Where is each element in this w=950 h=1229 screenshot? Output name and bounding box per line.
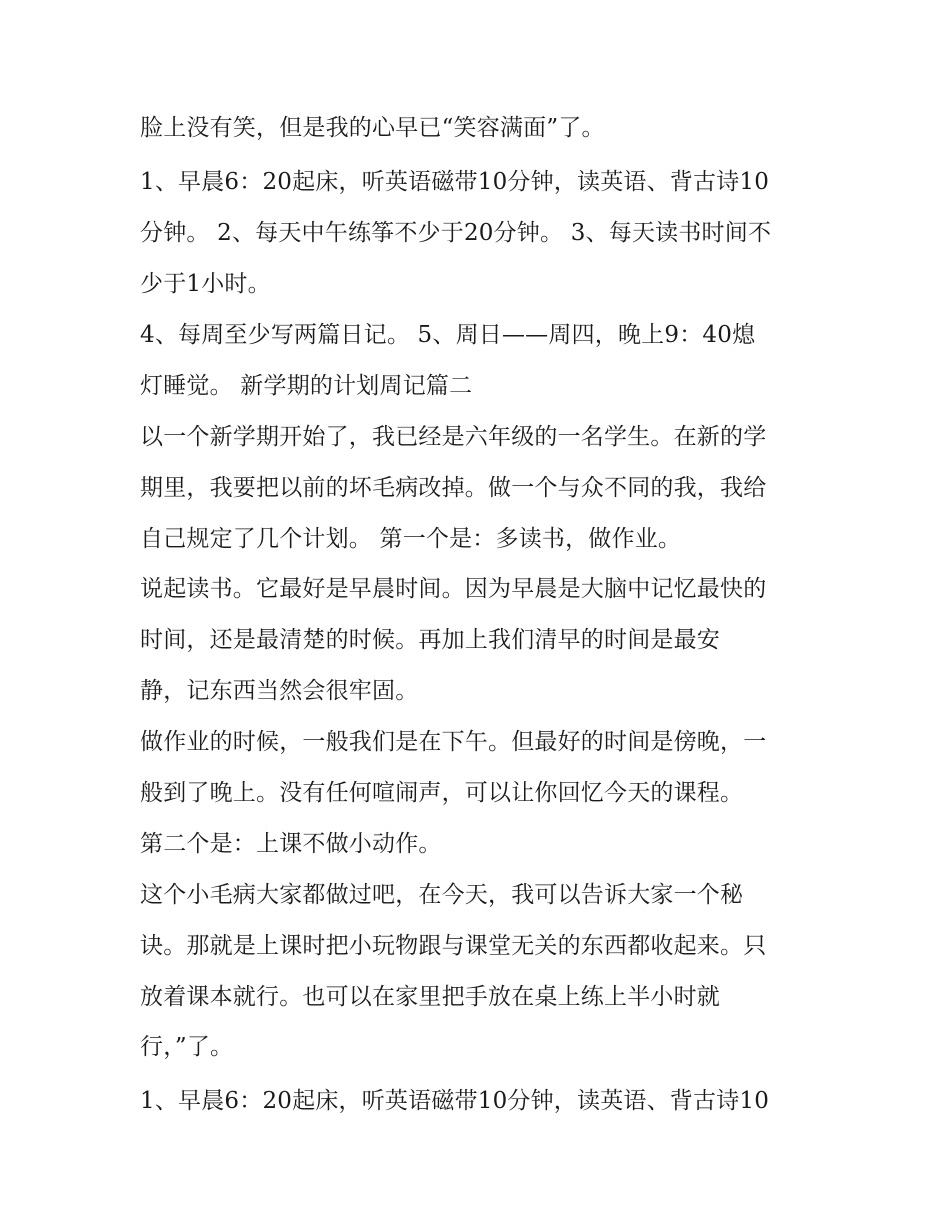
text-line: 脸上没有笑，但是我的心早已“笑容满面”了。 — [140, 115, 605, 141]
text-line: 期里，我要把以前的坏毛病改掉。做一个与众不同的我，我给 — [140, 475, 767, 501]
text-line: 以一个新学期开始了，我已经是六年级的一名学生。在新的学 — [140, 424, 767, 450]
text-line: 自己规定了几个计划。 第一个是：多读书，做作业。 — [140, 526, 682, 552]
text-line: 放着课本就行。也可以在家里把手放在桌上练上半小时就 — [140, 984, 720, 1010]
text-line: 说起读书。它最好是早晨时间。因为早晨是大脑中记忆最快的 — [140, 576, 767, 602]
text-line: 般到了晚上。没有任何喧闹声，可以让你回忆今天的课程。 — [140, 780, 744, 806]
text-line: 分钟。 2、每天中午练筝不少于20分钟。 3、每天读书时间不 — [140, 220, 772, 246]
text-line: 静，记东西当然会很牢固。 — [140, 678, 419, 704]
text-line: 诀。那就是上课时把小玩物跟与课堂无关的东西都收起来。只 — [140, 933, 767, 959]
text-line: 灯睡觉。 新学期的计划周记篇二 — [140, 373, 473, 399]
text-line: 第二个是：上课不做小动作。 — [140, 831, 442, 857]
text-line: 这个小毛病大家都做过吧，在今天，我可以告诉大家一个秘 — [140, 882, 744, 908]
text-line: 时间，还是最清楚的时候。再加上我们清早的时间是最安 — [140, 627, 720, 653]
text-line: 少于1小时。 — [140, 271, 271, 297]
text-line: 做作业的时候，一般我们是在下午。但最好的时间是傍晚，一 — [140, 729, 767, 755]
text-line: 1、早晨6：20起床，听英语磁带10分钟，读英语、背古诗10 — [140, 1088, 770, 1114]
text-line: 行，”了。 — [140, 1034, 234, 1060]
text-line: 4、每周至少写两篇日记。 5、周日——周四，晚上9：40熄 — [140, 322, 756, 348]
text-line: 1、早晨6：20起床，听英语磁带10分钟，读英语、背古诗10 — [140, 169, 770, 195]
